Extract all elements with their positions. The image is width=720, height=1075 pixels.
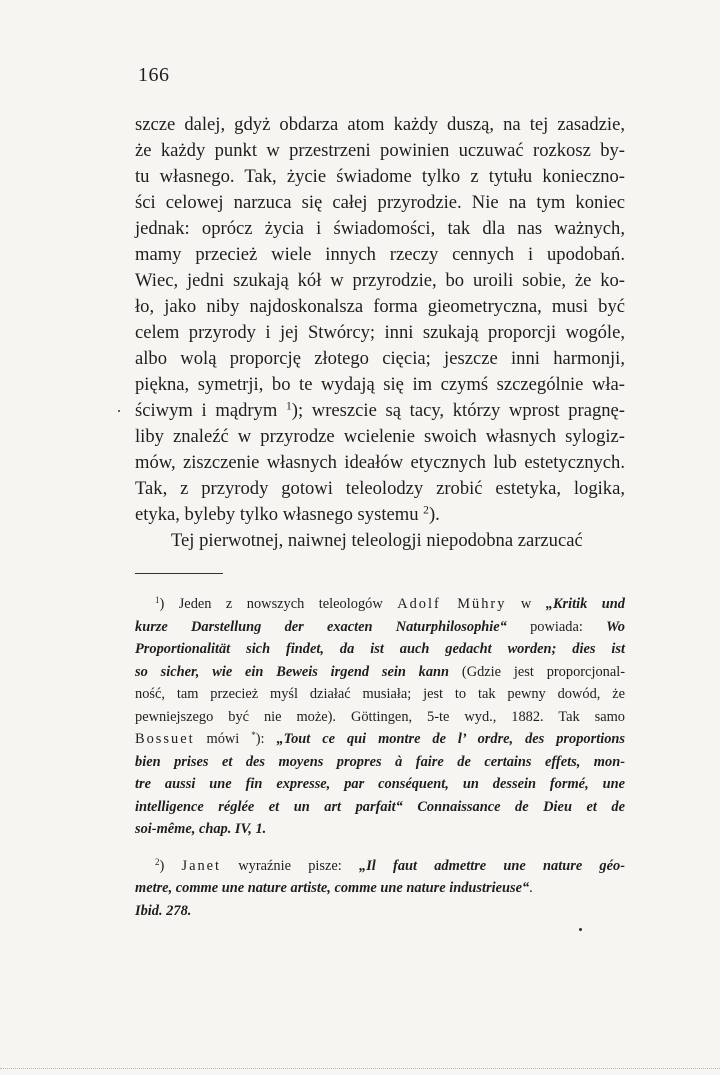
text-line: mów, ziszczenie własnych ideałów etycznych lub estetycznych. xyxy=(135,452,625,473)
footnotes xyxy=(135,593,625,922)
italic-span: Proportionalität sich findet, da ist auch gedacht worden; dies ist xyxy=(135,641,625,657)
text-line xyxy=(135,398,625,424)
footnote-1 xyxy=(135,593,625,841)
footnote-line xyxy=(135,877,625,900)
text-line: albo wolą proporcję złotego cięcia; jeszcze inni harmonji, xyxy=(135,348,625,369)
text-line xyxy=(135,502,625,528)
text-span: powiada: xyxy=(506,618,607,635)
footnote-line xyxy=(135,751,625,774)
text-span: ściwym i mądrym xyxy=(135,400,286,421)
text-span: ). xyxy=(428,504,440,525)
footnote-line xyxy=(135,818,625,841)
text-span: ); wreszcie są tacy, którzy wprost pragnę- xyxy=(291,400,625,421)
text-line: ści celowej narzuca się całej przyrodzie. Nie na tym koniec xyxy=(135,192,625,213)
italic-span: intelligence réglée et un art parfait“ xyxy=(135,798,403,815)
footnote-2 xyxy=(135,855,625,923)
footnote-line: pewniejszego być nie może). Göttingen, 5-te wyd., 1882. Tak samo xyxy=(135,708,625,725)
footnote-line xyxy=(135,900,625,923)
scan-speck xyxy=(579,928,582,931)
italic-span: Connaissance de Dieu et de xyxy=(417,798,625,815)
footnote-line xyxy=(135,593,625,616)
footnote-line xyxy=(135,638,625,661)
footnote-ref-1: 1 xyxy=(286,400,292,413)
footnote-separator xyxy=(135,573,223,574)
footnote-marker: 1 xyxy=(155,595,160,606)
scan-speck xyxy=(118,410,120,412)
text-line: Tak, z przyrody gotowi teleolodzy zrobić estetyka, logika, xyxy=(135,478,625,499)
footnote-line xyxy=(135,796,625,819)
text-span: . xyxy=(529,880,533,896)
text-span: mówi xyxy=(194,731,252,747)
footnote-marker: 2 xyxy=(155,856,160,867)
italic-span: Wo xyxy=(606,618,625,635)
text-line: jednak: oprócz życia i świadomości, tak dla nas ważnych, xyxy=(135,218,625,239)
footnote-line xyxy=(135,773,625,796)
italic-span: soi-même, chap. IV, 1. xyxy=(135,821,267,837)
scan-edge xyxy=(0,1068,720,1070)
footnote-line xyxy=(135,855,625,878)
text-line: celem przyrody i jej Stwórcy; inni szukają proporcji wogóle, xyxy=(135,322,625,343)
italic-span: „Tout ce qui montre de l’ ordre, des proportions xyxy=(276,731,625,747)
text-line: ło, jako niby najdoskonalsza forma gieometryczna, musi być xyxy=(135,296,625,317)
footnote-line: ność, tam przecież myśl działać musiała; jest to tak pewny dowód, że xyxy=(135,686,625,702)
italic-span: Ibid. 278. xyxy=(135,902,192,919)
footnote-line xyxy=(135,728,625,751)
italic-span: „Il faut admettre une nature géo- xyxy=(359,857,625,874)
italic-span: so sicher, wie ein Beweis irgend sein kann xyxy=(135,663,450,680)
page-number: 166 xyxy=(138,64,170,86)
italic-span: metre, comme une nature artiste, comme une nature industrieuse“ xyxy=(135,880,530,896)
text-line: piękna, symetrji, bo te wydają się im czymś szczególnie wła- xyxy=(135,374,625,395)
text-span: ): xyxy=(255,731,277,747)
author-name: Bossuet xyxy=(135,731,195,747)
footnote-ref-2: 2 xyxy=(423,504,429,517)
main-text xyxy=(135,112,625,554)
text-line: Wiec, jedni szukają kół w przyrodzie, bo uroili sobie, że ko- xyxy=(135,270,625,291)
text-line: szcze dalej, gdyż obdarza atom każdy duszą, na tej zasadzie, xyxy=(135,114,625,135)
text-line: tu własnego. Tak, życie świadome tylko z tytułu konieczno- xyxy=(135,166,625,187)
italic-span: bien prises et des moyens propres à faire de certains effets, mon- xyxy=(135,753,625,770)
italic-span: tre aussi une fin expresse, par conséquent, un dessein formé, une xyxy=(135,776,625,792)
text-span: wyraźnie pisze: xyxy=(221,857,360,874)
paragraph-2-line: Tej pierwotnej, naiwnej teleologji niepodobna zarzucać xyxy=(171,530,583,551)
text-span: (Gdzie jest proporcjonal- xyxy=(449,663,626,680)
footnote-line xyxy=(135,661,625,684)
italic-span: „Kritik und xyxy=(545,596,625,612)
text-span xyxy=(403,799,418,815)
italic-span: kurze Darstellung der exacten Naturphilosophie“ xyxy=(135,618,507,635)
footnote-marker: * xyxy=(251,730,256,741)
footnote-line xyxy=(135,616,625,639)
author-name: Janet xyxy=(181,857,222,874)
footnote-gap xyxy=(135,841,625,855)
text-span: w xyxy=(506,596,546,612)
text-line: liby znaleźć w przyrodze wcielenie swoich własnych sylogiz- xyxy=(135,426,625,447)
text-span: ) xyxy=(159,857,182,874)
text-line: że każdy punkt w przestrzeni powinien uczuwać rozkosz by- xyxy=(135,140,625,161)
author-name: Adolf Mühry xyxy=(397,596,507,612)
text-line: mamy przecież wiele innych rzeczy cennych i upodobań. xyxy=(135,244,625,265)
text-span: ) Jeden z nowszych teleologów xyxy=(159,596,398,612)
text-span: etyka, byleby tylko własnego systemu xyxy=(135,504,424,525)
